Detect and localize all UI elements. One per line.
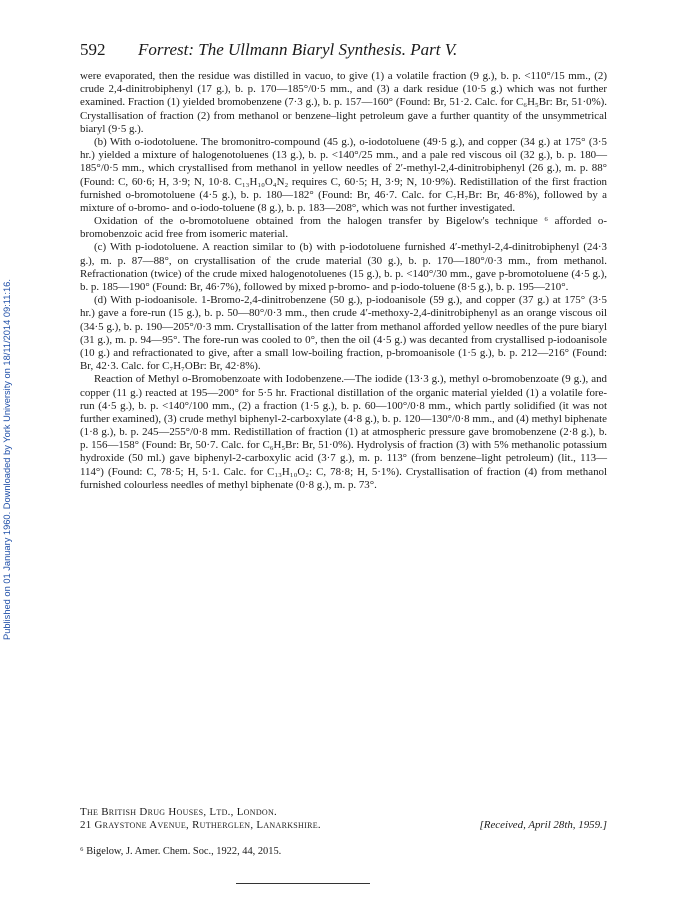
footnote-6: ⁶ Bigelow, J. Amer. Chem. Soc., 1922, 44, 2015. bbox=[80, 846, 282, 857]
article-body bbox=[80, 70, 607, 492]
paragraph-p-iodoanisole: (d) With p-iodoanisole. 1-Bromo-2,4-dinitrobenzene (50 g.), p-iodoanisole (59 g.), and copper (37 g.) at 175° (3·5 hr.) gave a fore-run (15 g.), b. p. 50—80°/0·3 mm., then crude 4′-methoxy-2,4-dinitrobiphenyl as an orange viscous oil (34·5 g.), b. p. 190—205°/0·3 mm. Crystallisation of the latter from methanol afforded yellow needles of the pure biaryl (31 g.), m. p. 94—95°. The fore-run was cooled to 0°, then the oil (4·5 g.) was decanted from crystallised p-iodoanisole (10 g.) and refractionated to give, after a small low-boiling fraction, p-bromoanisole (1·5 g.), b. p. 212—216° (Found: Br, 42·3. Calc. for C₇H₇OBr: Br, 42·8%). bbox=[80, 294, 607, 373]
running-title: Forrest: The Ullmann Biaryl Synthesis. Part V. bbox=[138, 40, 458, 59]
affiliation-line-1: The British Drug Houses, Ltd., London. bbox=[80, 806, 278, 818]
paragraph-methyl-bromobenzoate: Reaction of Methyl o-Bromobenzoate with Iodobenzene.—The iodide (13·3 g.), methyl o-bromobenzoate (9 g.), and copper (11 g.) reacted at 195—200° for 5·5 hr. Fractional distillation of the organic material yielded (1) a volatile fore-run (4·5 g.), b. p. <140°/100 mm., (2) a fraction (1·5 g.), b. p. 60—100°/0·8 mm., which partly solidified (it was not further examined), (3) crude methyl biphenyl-2-carboxylate (4·8 g.), b. p. 120—130°/0·8 mm., and (4) methyl biphenate (1·8 g.), b. p. 245—255°/0·8 mm. Redistillation of fraction (1) at atmospheric pressure gave bromobenzene (2·8 g.), b. p. 156—158° (Found: Br, 50·7. Calc. for C₆H₅Br: Br, 51·0%). Hydrolysis of fraction (3) with 5% methanolic potassium hydroxide (50 ml.) gave biphenyl-2-carboxylic acid (3·7 g.), m. p. 113° (from benzene–light petroleum) (lit., 113—114°) (Found: C, 78·5; H, 5·1. Calc. for C₁₃H₁₀O₂: C, 78·8; H, 5·1%). Crystallisation of fraction (4) from methanol furnished colourless needles of methyl biphenate (0·8 g.), m. p. 73°. bbox=[80, 373, 607, 491]
affiliation-block bbox=[80, 806, 607, 832]
paragraph-oxidation: Oxidation of the o-bromotoluene obtained from the halogen transfer by Bigelow's technique ⁶ afforded o-bromobenzoic acid free from isomeric material. bbox=[80, 215, 607, 241]
paragraph-p-iodotoluene: (c) With p-iodotoluene. A reaction similar to (b) with p-iodotoluene furnished 4′-methyl-2,4-dinitrobiphenyl (24·3 g.), m. p. 87—88°, on crystallisation of the crude material (30 g.), b. p. 170—180°/0·3 mm., from methanol. Refractionation (twice) of the crude mixed halogenotoluenes (15 g.), b. p. <140°/30 mm., gave p-bromotoluene (4·5 g.), b. p. 185—190° (Found: Br, 46·7%), followed by mixed p-bromo- and p-iodo-toluene (8·5 g.), b. p. 195—210°. bbox=[80, 241, 607, 293]
received-date: [Received, April 28th, 1959.] bbox=[479, 819, 607, 831]
affiliation-line-2: 21 Graystone Avenue, Rutherglen, Lanarkshire. bbox=[80, 819, 321, 831]
end-rule bbox=[236, 883, 370, 884]
download-watermark bbox=[2, 160, 16, 640]
page-number: 592 bbox=[80, 40, 106, 59]
download-notice: Published on 01 January 1960. Downloaded by York University on 18/11/2014 09:11:16. bbox=[2, 279, 12, 640]
page-header bbox=[80, 40, 600, 66]
paragraph-o-iodotoluene: (b) With o-iodotoluene. The bromonitro-compound (45 g.), o-iodotoluene (49·5 g.), and copper (34 g.) at 175° (3·5 hr.) yielded a mixture of halogenotoluenes (13 g.), b. p. <140°/25 mm., and a pale red viscous oil (32 g.), b. p. 180—185°/0·5 mm., which crystallised from methanol in yellow needles of 2′-methyl-2,4-dinitrobiphenyl (26 g.), m. p. 88° (Found: C, 60·6; H, 3·9; N, 10·8. C₁₃H₁₀O₄N₂ requires C, 60·5; H, 3·9; N, 10·9%). Redistillation of the first fraction furnished o-bromotoluene (4·5 g.), b. p. 180—182° (Found: Br, 46·7. Calc. for C₇H₇Br: Br, 46·8%), followed by a mixture of o-bromo- and o-iodo-toluene (8 g.), b. p. 183—208°, which was not further investigated. bbox=[80, 135, 607, 214]
paragraph-1: were evaporated, then the residue was distilled in vacuo, to give (1) a volatile fraction (9 g.), b. p. <110°/15 mm., (2) crude 2,4-dinitrobiphenyl (17 g.), b. p. 170—185°/0·5 mm., and (3) a dark residue (10·5 g.) which was not further examined. Fraction (1) yielded bromobenzene (7·3 g.), b. p. 157—160° (Found: Br, 51·2. Calc. for C₆H₅Br: Br, 51·0%). Crystallisation of fraction (2) from methanol or benzene–light petroleum gave a further quantity of the unsymmetrical biaryl (9·5 g.). bbox=[80, 70, 607, 135]
